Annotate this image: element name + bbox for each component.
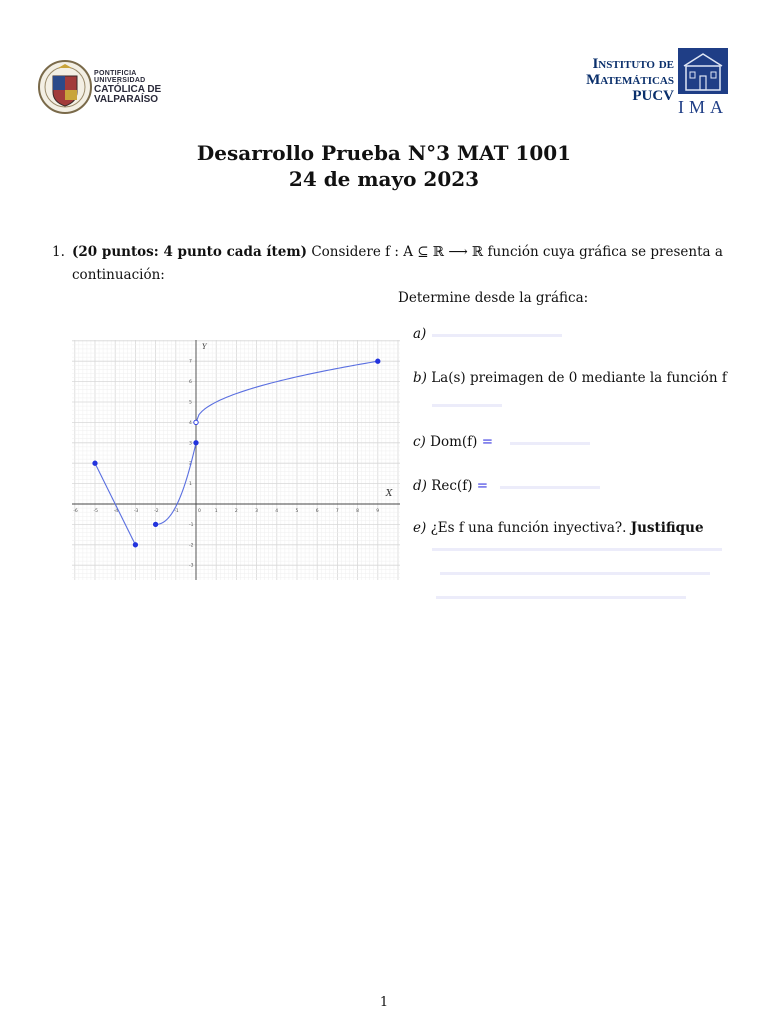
graph-grid — [72, 340, 400, 580]
y-tick-label: 3 — [189, 441, 192, 447]
item-e-label: e) — [413, 520, 427, 536]
ima-line1: Instituto de — [592, 56, 674, 72]
item-d-answer: = — [476, 478, 489, 494]
x-axis-label: X — [385, 489, 393, 499]
item-c-text: Dom(f) — [430, 434, 482, 450]
y-tick-label: 1 — [189, 482, 192, 488]
faint-answer-b — [432, 404, 502, 407]
faint-answer-a — [432, 334, 562, 337]
item-e — [413, 520, 704, 536]
item-c — [413, 434, 493, 450]
problem-number: 1. — [52, 244, 65, 260]
item-b — [413, 370, 727, 386]
closed-point — [133, 543, 137, 547]
x-tick-label: -1 — [174, 509, 179, 514]
problem-points: (20 puntos: 4 punto cada ítem) — [72, 244, 308, 260]
faint-answer-c — [510, 442, 590, 445]
pucv-line1: PONTIFICIA — [94, 70, 137, 77]
item-c-label: c) — [413, 434, 426, 450]
page-title — [0, 140, 768, 192]
x-tick-label: 4 — [275, 509, 279, 514]
y-tick-label: 5 — [189, 400, 192, 406]
faint-answer-e3 — [436, 596, 686, 599]
ima-building-icon — [678, 48, 728, 94]
pucv-line3: CATÓLICA DE — [94, 83, 162, 95]
page-number: 1 — [379, 995, 389, 1010]
x-tick-label: 9 — [376, 509, 380, 514]
pucv-line4: VALPARAÍSO — [94, 94, 159, 106]
y-tick-label: 2 — [189, 461, 192, 467]
x-tick-label: -5 — [93, 509, 98, 514]
series-sqrt — [196, 361, 378, 422]
item-b-label: b) — [413, 370, 427, 386]
faint-answer-e1 — [432, 548, 722, 551]
closed-point — [194, 441, 198, 445]
item-d-label: d) — [413, 478, 427, 494]
x-tick-label: -4 — [113, 509, 119, 514]
pucv-logo — [38, 50, 178, 120]
x-tick-label: -2 — [154, 509, 159, 514]
ima-name — [586, 56, 674, 105]
x-tick-label: 1 — [214, 509, 218, 514]
determine-prompt: Determine desde la gráfica: — [398, 290, 589, 306]
x-tick-label: 7 — [335, 509, 339, 514]
pucv-seal-icon — [38, 56, 92, 118]
function-graph — [72, 340, 400, 580]
faint-answer-e2 — [440, 572, 710, 575]
x-tick-label: 2 — [234, 509, 238, 514]
item-a — [413, 326, 426, 342]
y-tick-label: -3 — [189, 563, 194, 569]
problem-text: Considere f : A ⊆ ℝ ⟶ ℝ función cuya gráfica se presenta a continuación: — [72, 244, 723, 283]
y-tick-label: -2 — [189, 543, 194, 549]
item-d-text: Rec(f) — [431, 478, 477, 494]
problem-body — [72, 241, 742, 287]
problem-statement — [52, 241, 742, 287]
title-line1: Desarrollo Prueba N°3 MAT 1001 — [196, 141, 572, 165]
item-e-bold: Justifique — [630, 520, 704, 536]
y-axis-label: Y — [202, 343, 207, 351]
item-a-label: a) — [413, 326, 427, 342]
y-tick-label: 4 — [189, 420, 192, 426]
x-tick-label: 5 — [295, 509, 299, 514]
y-tick-label: -1 — [189, 522, 194, 528]
x-tick-label: -3 — [133, 509, 139, 514]
faint-answer-d — [500, 486, 600, 489]
ima-letters: IMA — [678, 97, 728, 117]
x-tick-label: 8 — [356, 509, 359, 514]
pucv-name — [94, 70, 161, 106]
title-line2: 24 de mayo 2023 — [288, 167, 480, 191]
item-e-text: ¿Es f una función inyectiva?. — [430, 520, 631, 536]
open-point — [194, 420, 198, 424]
x-tick-label: -6 — [73, 509, 78, 514]
closed-point — [93, 461, 97, 465]
x-tick-label: 0 — [198, 509, 201, 514]
item-b-text: La(s) preimagen de 0 mediante la función f — [431, 370, 727, 386]
x-tick-label: 6 — [315, 509, 319, 514]
x-tick-label: 3 — [255, 509, 258, 514]
item-c-answer: = — [481, 434, 494, 450]
ima-line3: PUCV — [632, 88, 674, 105]
pucv-line2: UNIVERSIDAD — [94, 77, 146, 85]
closed-point — [376, 359, 380, 363]
ima-line2: Matemáticas — [586, 72, 674, 89]
ima-logo — [578, 48, 728, 120]
y-tick-label: 7 — [189, 359, 192, 365]
y-tick-label: 6 — [189, 380, 192, 386]
closed-point — [153, 522, 157, 526]
item-d — [413, 478, 488, 494]
